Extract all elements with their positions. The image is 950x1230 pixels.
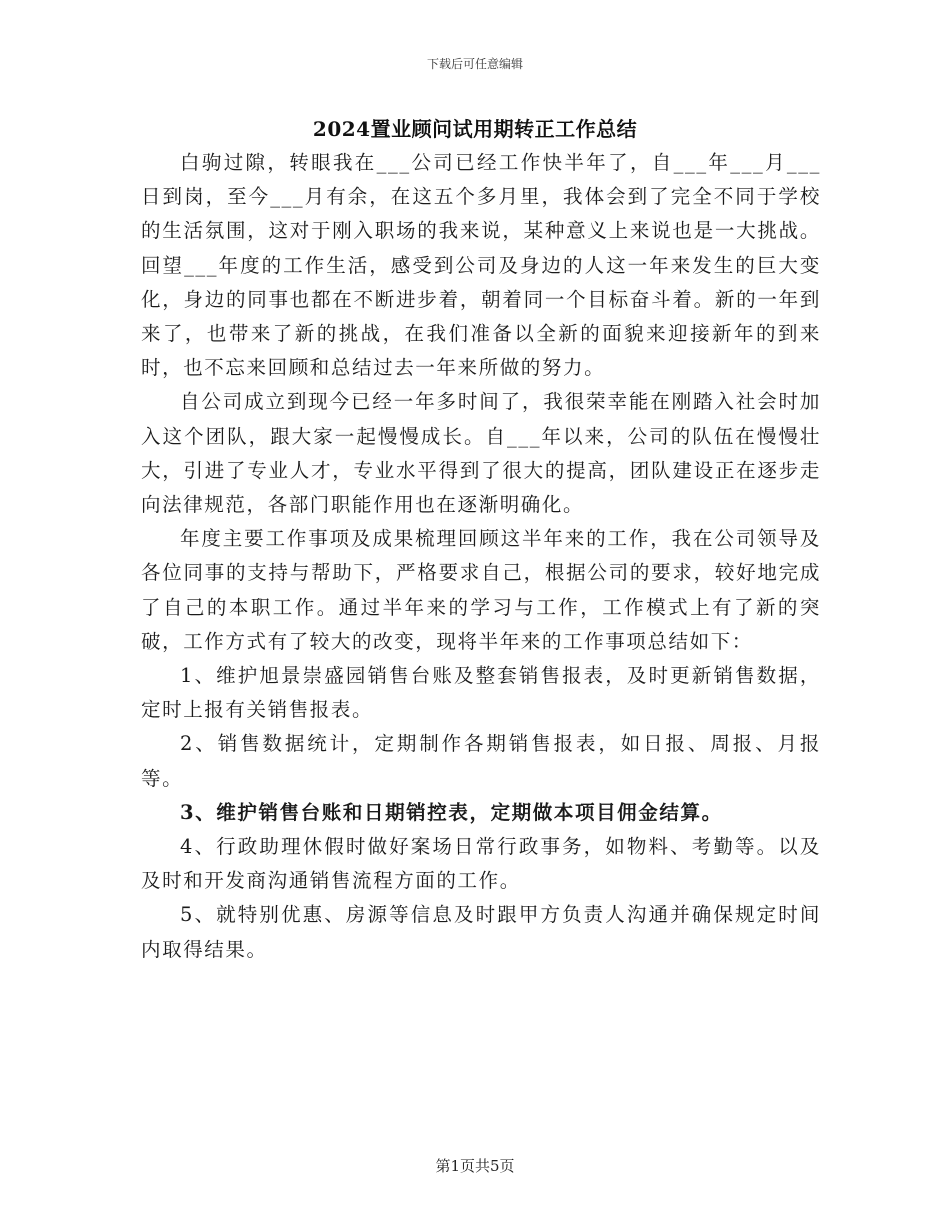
list-item-2: 2、销售数据统计，定期制作各期销售报表，如日报、周报、月报等。	[141, 732, 821, 790]
paragraph-review: 年度主要工作事项及成果梳理回顾这半年来的工作，我在公司领导及各位同事的支持与帮助下，严格要求自己，根据公司的要求，较好地完成了自己的本职工作。通过半年来的学习与工作，工作模式上有了新的突破，工作方式有了较大的改变，现将半年来的工作事项总结如下：	[141, 527, 821, 653]
list-item-5: 5、就特别优惠、房源等信息及时跟甲方负责人沟通并确保规定时间内取得结果。	[141, 903, 821, 961]
paragraph-company: 自公司成立到现今已经一年多时间了，我很荣幸能在刚踏入社会时加入这个团队，跟大家一起慢慢成长。自___年以来，公司的队伍在慢慢壮大，引进了专业人才，专业水平得到了很大的提高，团队建设正在逐步走向法律规范，各部门职能作用也在逐渐明确化。	[141, 390, 821, 517]
list-item-4: 4、行政助理休假时做好案场日常行政事务，如物料、考勤等。以及及时和开发商沟通销售流程方面的工作。	[141, 835, 821, 893]
document-body	[141, 146, 821, 967]
paragraph-intro: 白驹过隙，转眼我在___公司已经工作快半年了，自___年___月___日到岗，至今___月有余，在这五个多月里，我体会到了完全不同于学校的生活氛围，这对于刚入职场的我来说，某种意义上来说也是一大挑战。回望___年度的工作生活，感受到公司及身边的人这一年来发生的巨大变化，身边的同事也都在不断进步着，朝着同一个目标奋斗着。新的一年到来了，也带来了新的挑战，在我们准备以全新的面貌来迎接新年的到来时，也不忘来回顾和总结过去一年来所做的努力。	[141, 151, 821, 380]
page-indicator: 第1页共5页	[435, 1157, 515, 1175]
document-title: 2024置业顾问试用期转正工作总结	[312, 117, 638, 141]
list-item-3: 3、维护销售台账和日期销控表，定期做本项目佣金结算。	[180, 800, 723, 824]
list-item-1: 1、维护旭景崇盛园销售台账及整套销售报表，及时更新销售数据，定时上报有关销售报表。	[141, 664, 821, 722]
header-note: 下载后可任意编辑	[426, 57, 523, 71]
